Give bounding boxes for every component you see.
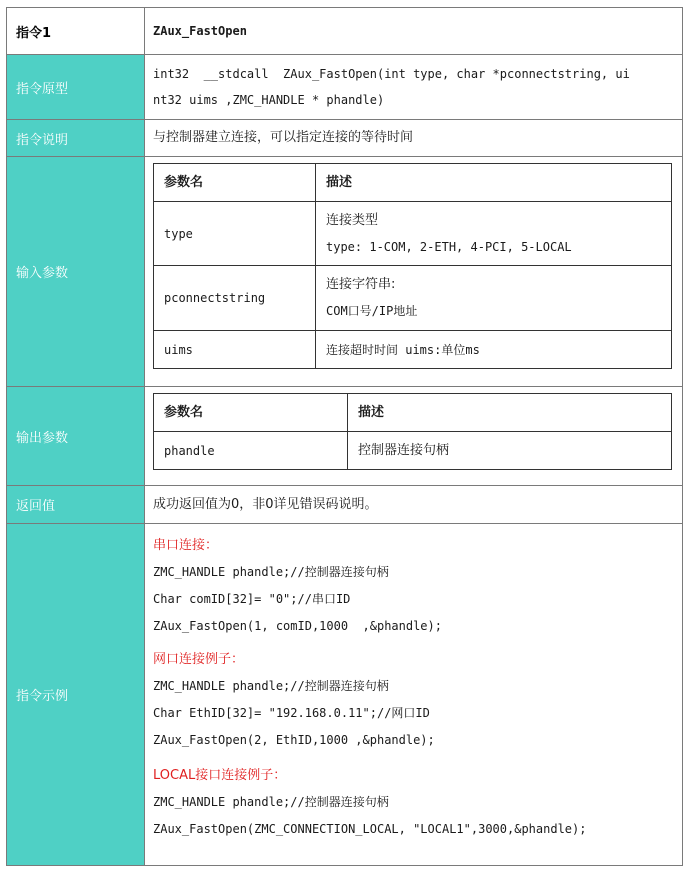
param-desc: 控制器连接句柄 bbox=[348, 432, 672, 470]
param-desc bbox=[316, 202, 672, 266]
example-serial-title: 串口连接： bbox=[153, 538, 219, 553]
prototype-row bbox=[7, 55, 683, 120]
param-desc-line: type: 1-COM, 2-ETH, 4-PCI, 5-LOCAL bbox=[326, 239, 572, 254]
inputs-cell bbox=[145, 157, 683, 387]
param-desc-line: COM口号/IP地址 bbox=[326, 304, 418, 318]
prototype-line-2: nt32 uims ,ZMC_HANDLE * phandle) bbox=[153, 93, 385, 107]
code-line: ZMC_HANDLE phandle;//控制器连接句柄 bbox=[153, 679, 389, 693]
inputs-label: 输入参数 bbox=[7, 157, 145, 387]
outputs-param-table bbox=[153, 393, 672, 470]
code-line: ZMC_HANDLE phandle;//控制器连接句柄 bbox=[153, 565, 389, 579]
api-doc-table bbox=[6, 7, 683, 866]
example-code bbox=[145, 524, 683, 866]
inputs-param-table bbox=[153, 163, 672, 369]
title-value: ZAux_FastOpen bbox=[145, 8, 683, 55]
prototype-code bbox=[145, 55, 683, 120]
code-line: ZAux_FastOpen(ZMC_CONNECTION_LOCAL, "LOCAL1",3000,&phandle); bbox=[153, 822, 587, 836]
outputs-cell bbox=[145, 387, 683, 486]
code-line: ZAux_FastOpen(2, EthID,1000 ,&phandle); bbox=[153, 733, 435, 747]
return-label: 返回值 bbox=[7, 486, 145, 524]
example-label: 指令示例 bbox=[7, 524, 145, 866]
return-row bbox=[7, 486, 683, 524]
table-row bbox=[154, 266, 672, 331]
outputs-row bbox=[7, 387, 683, 486]
param-desc bbox=[316, 266, 672, 331]
example-row bbox=[7, 524, 683, 866]
param-name: phandle bbox=[154, 432, 348, 470]
outputs-header-name: 参数名 bbox=[154, 394, 348, 432]
code-line: Char EthID[32]= "192.168.0.11";//网口ID bbox=[153, 706, 430, 720]
prototype-line-1: int32 __stdcall ZAux_FastOpen(int type, char *pconnectstring, ui bbox=[153, 67, 630, 81]
param-desc-line: 连接字符串: bbox=[326, 277, 396, 292]
title-row bbox=[7, 8, 683, 55]
table-row bbox=[154, 432, 672, 470]
description-row bbox=[7, 120, 683, 157]
return-text: 成功返回值为0，非0详见错误码说明。 bbox=[145, 486, 683, 524]
param-desc: 连接超时时间 uims:单位ms bbox=[316, 331, 672, 369]
inputs-header-desc: 描述 bbox=[316, 164, 672, 202]
code-line: ZAux_FastOpen(1, comID,1000 ,&phandle); bbox=[153, 619, 442, 633]
example-eth-title: 网口连接例子： bbox=[153, 652, 245, 667]
param-desc-line: 连接类型 bbox=[326, 212, 379, 228]
code-line: ZMC_HANDLE phandle;//控制器连接句柄 bbox=[153, 795, 389, 809]
param-name: type bbox=[154, 202, 316, 266]
inputs-header-name: 参数名 bbox=[154, 164, 316, 202]
code-line: Char comID[32]= "0";//串口ID bbox=[153, 592, 351, 606]
title-label: 指令1 bbox=[7, 8, 145, 55]
outputs-label: 输出参数 bbox=[7, 387, 145, 486]
inputs-row bbox=[7, 157, 683, 387]
example-local-title: LOCAL接口连接例子： bbox=[153, 768, 287, 783]
description-text: 与控制器建立连接，可以指定连接的等待时间 bbox=[145, 120, 683, 157]
prototype-label: 指令原型 bbox=[7, 55, 145, 120]
description-label: 指令说明 bbox=[7, 120, 145, 157]
table-row bbox=[154, 331, 672, 369]
param-name: uims bbox=[154, 331, 316, 369]
table-row bbox=[154, 202, 672, 266]
param-name: pconnectstring bbox=[154, 266, 316, 331]
outputs-header-desc: 描述 bbox=[348, 394, 672, 432]
